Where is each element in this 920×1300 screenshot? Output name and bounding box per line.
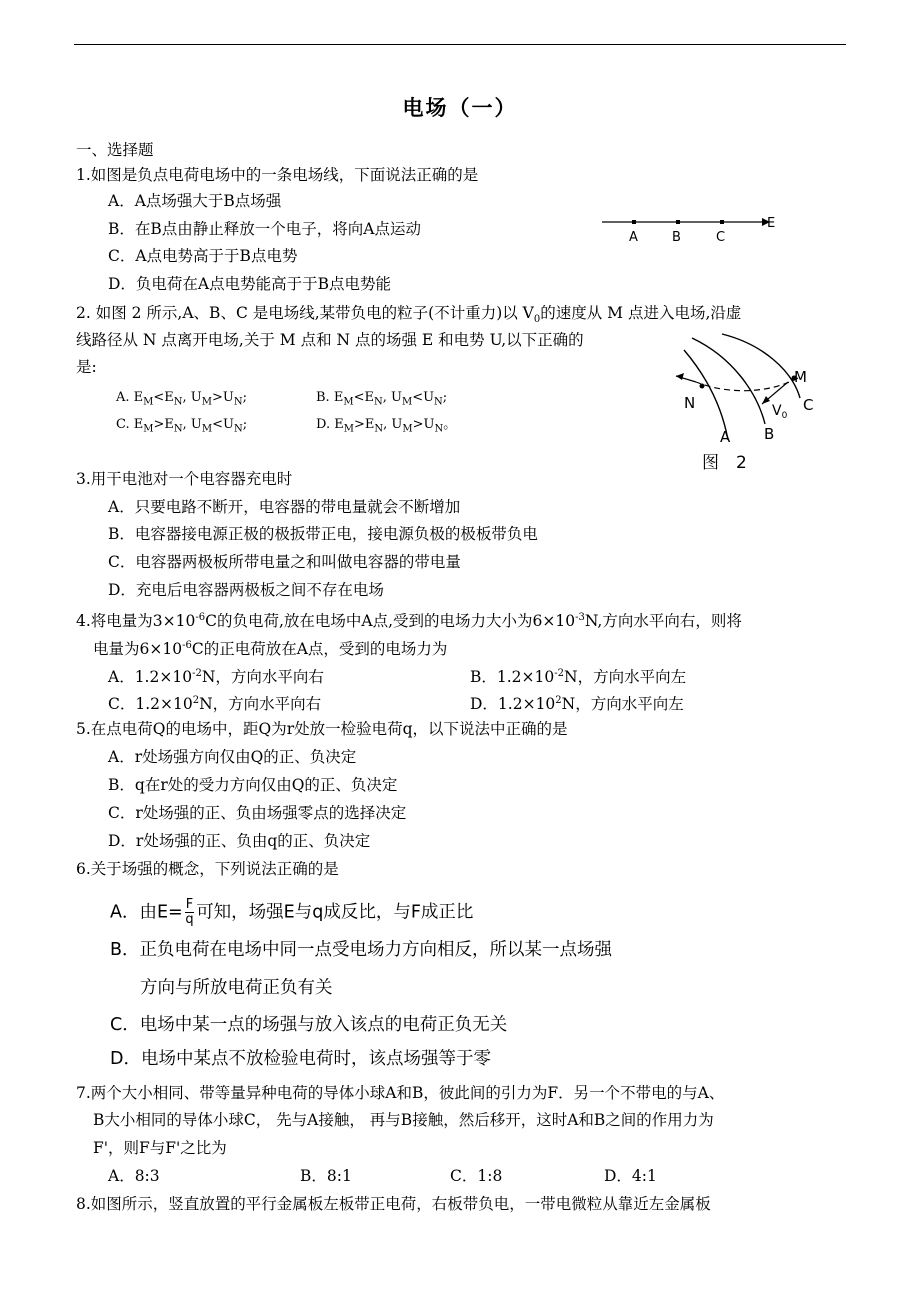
q1-label-b: B [672, 230, 681, 245]
q2-label-c: C [803, 396, 814, 414]
q2-stem-line1: 2. 如图 2 所示,A、B、C 是电场线,某带负电的粒子(不计重力)以 $V_0$的速度从 M 点进入电场,沿虚 [76, 304, 742, 326]
q5-option-b: B．q在r处的受力方向仅由Q的正、负决定 [108, 776, 398, 794]
section-heading: 一、选择题 [76, 141, 154, 159]
q1-label-a: A [629, 230, 638, 245]
page-title: 电场（一） [402, 95, 518, 120]
q1-label-c: C [716, 230, 726, 245]
q6-option-b-line1: B．正负电荷在电场中同一点受电场力方向相反，所以某一点场强 [110, 940, 613, 960]
q6-option-a: A．由E= $\frac{F}{q}$ 可知，场强E与q成反比，与F成正比 [110, 897, 474, 927]
q6-fraction: $\frac{F}{q}$ [185, 897, 194, 927]
q7-option-d: D．4:1 [604, 1167, 657, 1185]
q3-stem: 3.用干电池对一个电容器充电时 [76, 470, 293, 488]
q8-stem-line1: 8.如图所示，竖直放置的平行金属板左板带正电荷，右板带负电，一带电微粒从靠近左金属板 [76, 1195, 711, 1213]
q2-label-a: A [720, 428, 731, 446]
q2-label-n: N [684, 394, 696, 412]
q7-option-a: A．8:3 [108, 1167, 160, 1185]
q1-field-line-figure [598, 208, 788, 248]
q2-label-m: M [794, 368, 807, 386]
q6-option-c: C．电场中某一点的场强与放入该点的电荷正负无关 [110, 1015, 508, 1035]
q7-stem-line2: B大小相同的导体小球C， 先与A接触， 再与B接触，然后移开，这时A和B之间的作用力为 [93, 1111, 714, 1129]
q7-stem-line1: 7.两个大小相同、带等量异种电荷的导体小球A和B，彼此间的引力为F．另一个不带电的与A、 [76, 1084, 725, 1102]
q3-option-d: D．充电后电容器两极板之间不存在电场 [108, 581, 384, 599]
q7-option-b: B．8:1 [300, 1167, 352, 1185]
q5-option-c: C．r处场强的正、负由场强零点的选择决定 [108, 804, 407, 822]
q1-option-c: C．A点电势高于于B点电势 [108, 247, 298, 265]
q3-option-b: B．电容器接电源正极的极扳带正电，接电源负极的极板带负电 [108, 525, 538, 543]
q5-option-d: D．r处场强的正、负由q的正、负决定 [108, 832, 371, 850]
q1-stem: 1.如图是负点电荷电场中的一条电场线，下面说法正确的是 [76, 166, 479, 184]
q1-option-a: A．A点场强大于B点场强 [108, 192, 282, 210]
q2-option-c: C. $E_M>E_N$, $U_M<U_N$; [116, 417, 248, 435]
q5-stem: 5.在点电荷Q的电场中，距Q为r处放一检验电荷q，以下说法中正确的是 [76, 720, 568, 738]
q2-option-d: D. $E_M>E_N$, $U_M>U_N$。 [316, 417, 457, 435]
q4-stem-line1: 4.将电量为$3\times 10^{-6}C$的负电荷,放在电场中A点,受到的电场力大小为$6\times 10^{-3}N$,方向水平向右，则将 [76, 612, 742, 631]
q2-caption: 图 2 [702, 453, 747, 473]
q1-option-b: B．在B点由静止释放一个电子，将向A点运动 [108, 220, 421, 238]
top-rule [74, 44, 846, 45]
q4-option-b: B．$1.2\times 10^{-2}N$，方向水平向左 [470, 668, 687, 687]
q3-option-c: C．电容器两极板所带电量之和叫做电容器的带电量 [108, 553, 461, 571]
q4-option-d: D．$1.2\times 10^2N$，方向水平向左 [470, 695, 684, 714]
q2-stem-line2: 线路径从 N 点离开电场,关于 M 点和 N 点的场强 E 和电势 U,以下正确的 [76, 331, 584, 349]
q4-option-a: A．$1.2\times 10^{-2}N$，方向水平向右 [108, 668, 324, 687]
q7-stem-line3: F'，则F与F'之比为 [93, 1139, 227, 1157]
q4-option-c: C．$1.2\times 10^2N$，方向水平向右 [108, 695, 322, 714]
q1-label-e: E [767, 216, 776, 231]
q2-label-b: B [764, 425, 775, 443]
q5-option-a: A．r处场强方向仅由Q的正、负决定 [108, 748, 357, 766]
q3-option-a: A．只要电路不断开，电容器的带电量就会不断增加 [108, 498, 461, 516]
q6-option-d: D．电场中某点不放检验电荷时，该点场强等于零 [110, 1049, 491, 1069]
q1-option-d: D．负电荷在A点电势能高于于B点电势能 [108, 275, 392, 293]
q4-stem-line2: 电量为$6\times 10^{-6}C$的正电荷放在A点，受到的电场力为 [93, 640, 448, 659]
q6-stem: 6.关于场强的概念，下列说法正确的是 [76, 860, 339, 878]
q7-option-c: C．1:8 [450, 1167, 503, 1185]
q2-label-v: $V_0$ [772, 403, 788, 421]
q2-figure [662, 332, 838, 476]
q2-option-a: A. $E_M<E_N$, $U_M>U_N$; [116, 390, 248, 408]
q6-option-b-line2: 方向与所放电荷正负有关 [140, 978, 333, 998]
q2-option-b: B. $E_M<E_N$, $U_M<U_N$; [316, 390, 448, 408]
q2-stem-line3: 是: [76, 358, 97, 376]
